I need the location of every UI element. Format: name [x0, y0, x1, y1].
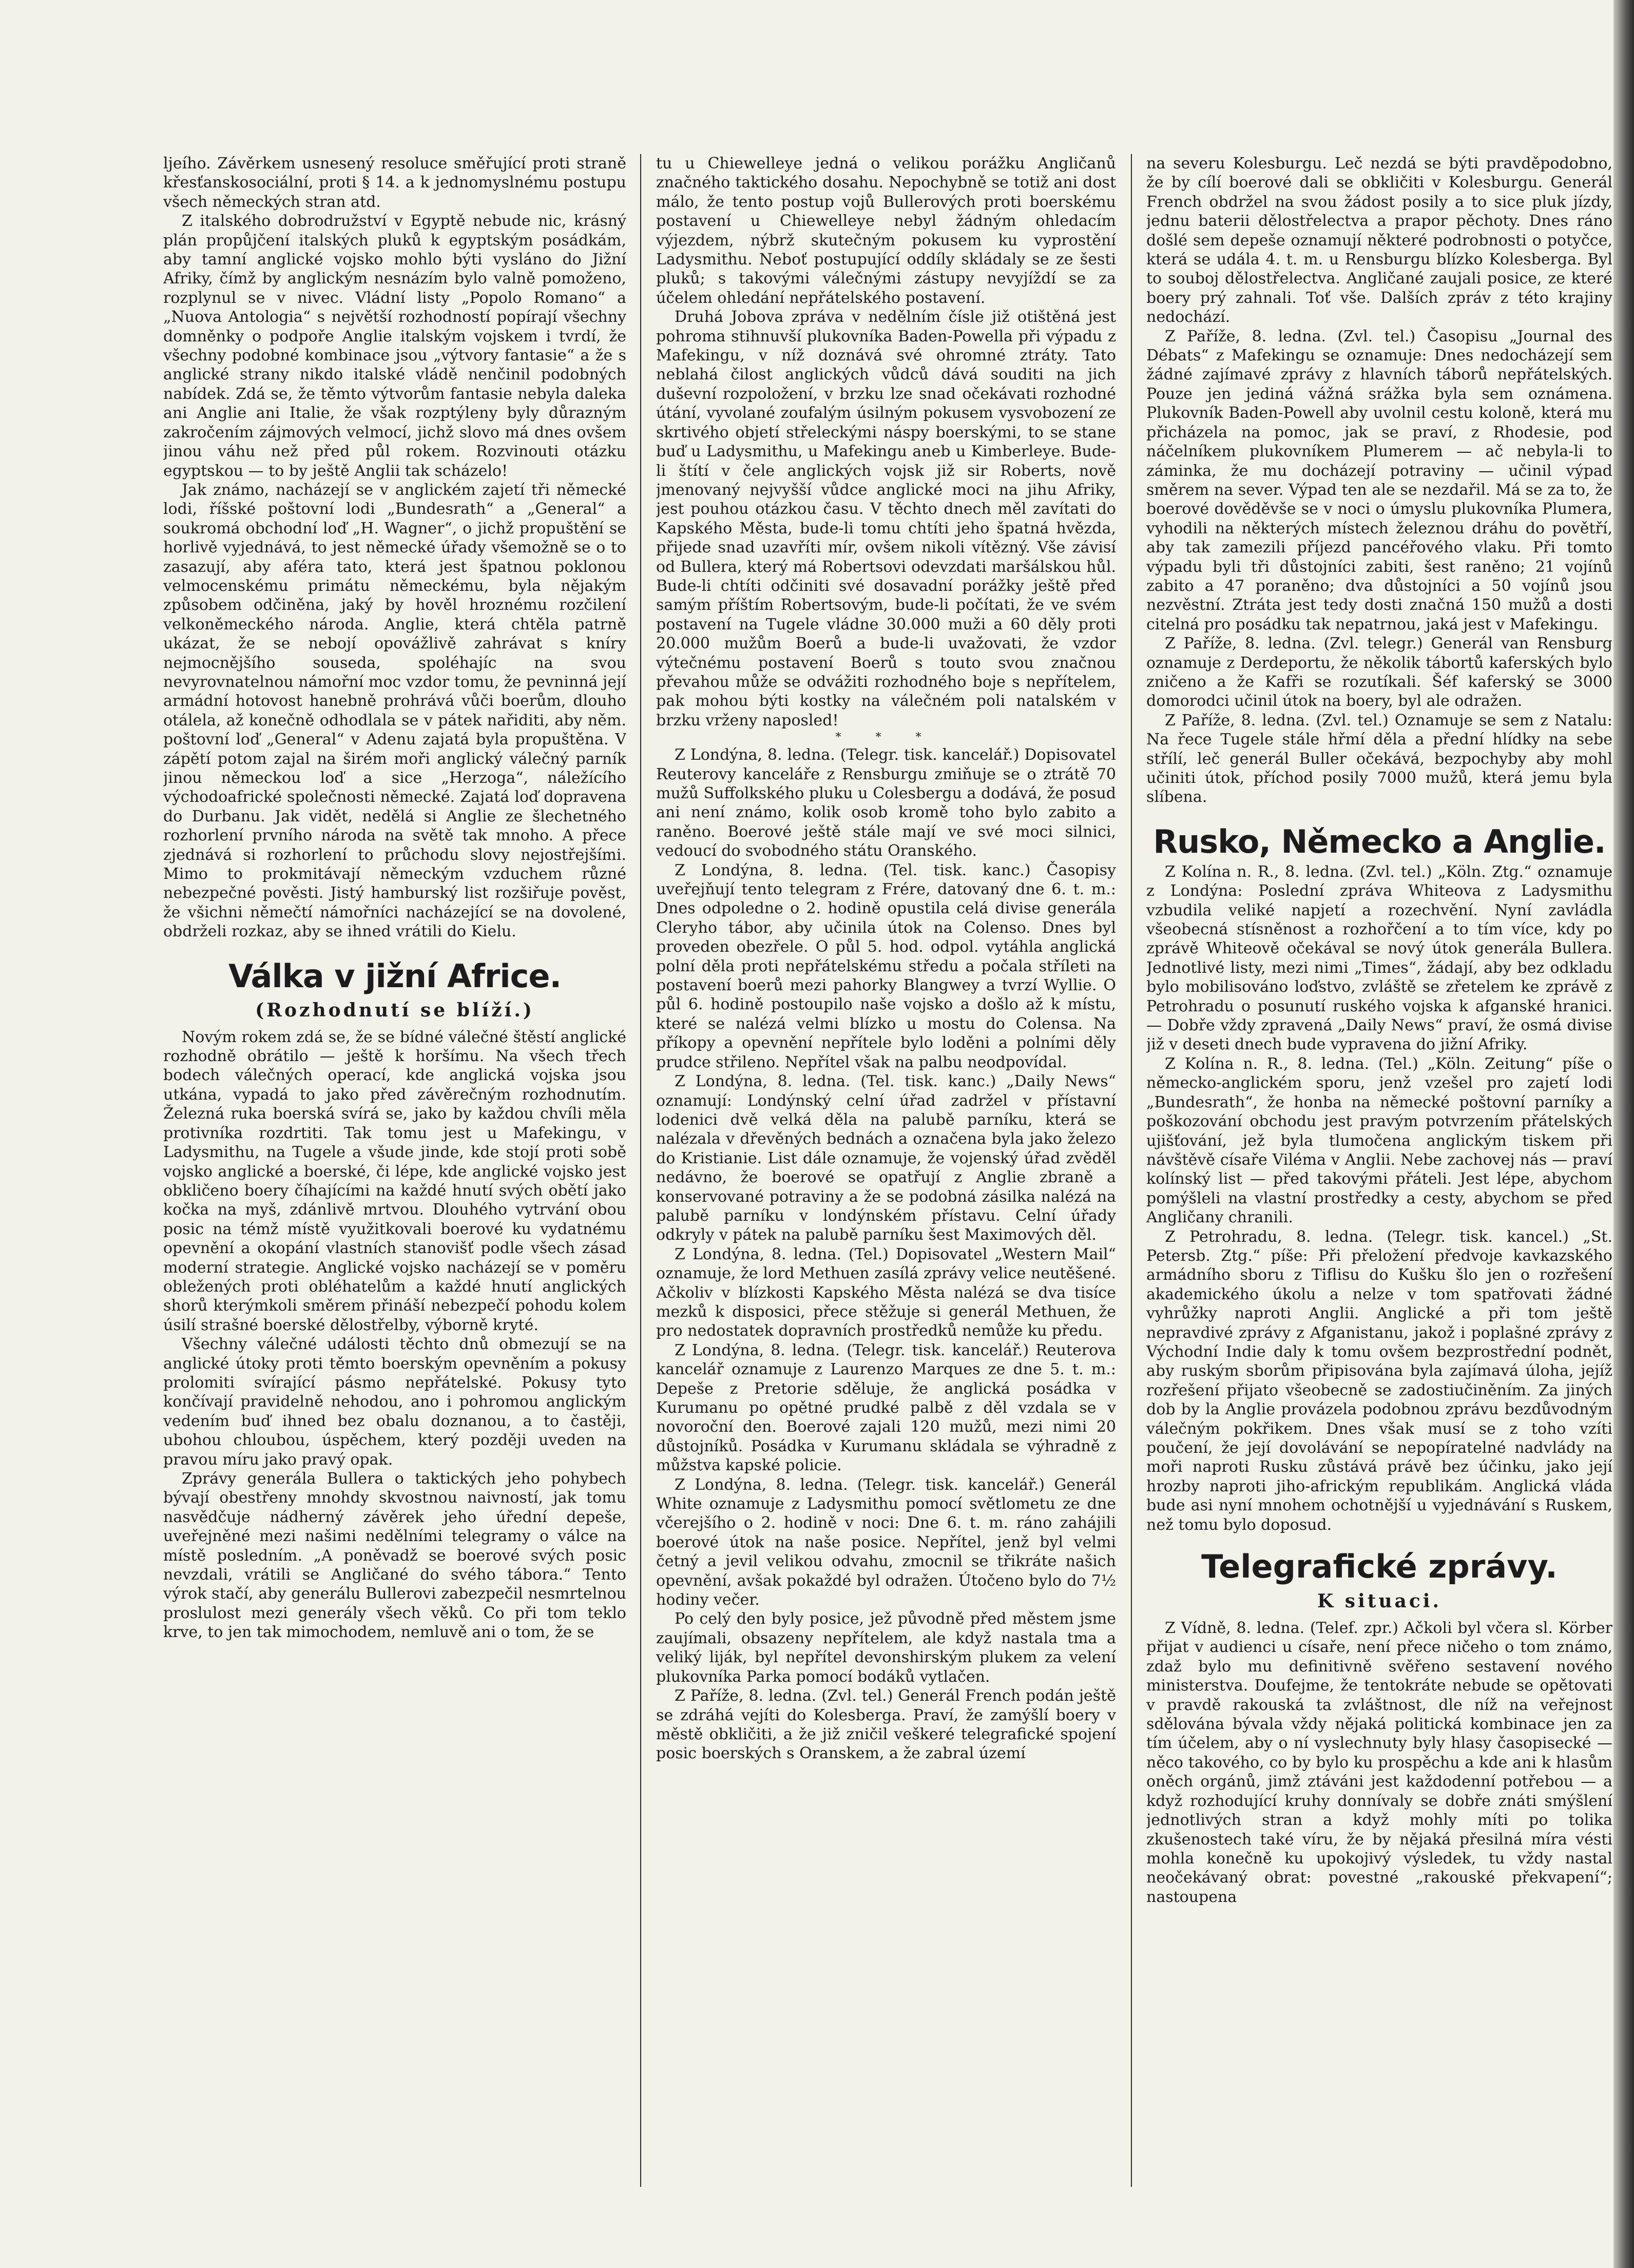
paragraph: Z Londýna, 8. ledna. (Tel. tisk. kanc.) „Daily News“ oznamují: Londýnský celní úřad zadržel v přístavní lodenici dvě velká děla na palubě parníku, která se nalézala v dřevěných bednách a označena byla jako železo do Kristianie. List dále oznamuje, že vojenský úřad zvěděl nedávno, že boerové se opatřují z Anglie zbraně a konservované potraviny a že se podobná zásilka nalézá na palubě parníku v londýnském přístavu. Celní úřady odkryly v pátek na palubě parníku šest Maximových děl.	[656, 1072, 1116, 1244]
column-right	[1146, 154, 1612, 2197]
faint-page-header	[154, 92, 1552, 139]
page-edge-shadow	[1613, 0, 1634, 2268]
column-rule	[1131, 154, 1132, 2187]
column-rule	[640, 154, 641, 2187]
paragraph: Z Londýna, 8. ledna. (Tel. tisk. kanc.) Časopisy uveřejňují tento telegram z Frére, datovaný dne 6. t. m.: Dnes odpoledne o 2. hodině opustila celá divise generála Cleryho tábor, aby učinila útok na Colenso. Dnes byl proveden obezřele. O půl 5. hod. odpol. vytáhla anglická polní děla proti nepřátelskému středu a počala stříleti na postavení boerů mezi pahorky Blangwey a tvrzí Wyllie. O půl 6. hodině postoupilo naše vojsko a došlo až k místu, které se nalézá velmi blízko u mostu do Colensa. Na příkopy a opevnění nepřítele bylo loděni a polními děly prudce střileno. Nepřítel však na palbu neodpovídal.	[656, 861, 1116, 1071]
paragraph: Novým rokem zdá se, že se bídné válečné štěstí anglické rozhodně obrátilo — ještě k horšímu. Na všech třech bodech válečných operací, kde anglická vojska jsou utkána, vypadá to jako před závěrečným rozhodnutím. Železná ruka boerská svírá se, jako by každou chvíli měla protivníka rozdrtiti. Tak tomu jest u Mafekingu, v Ladysmithu, na Tugele a všude jinde, kde stojí proti sobě vojsko anglické a boerské, či lépe, kde anglické vojsko jest obkličeno boery číhajícími na každé hnutí svých obětí jako kočka na myš, zdánlivě mrtvou. Dlouhého vytrvání obou posic na témž místě využitkovali boerové ku vydatnému opevnění a okopání vlastních stanovišť podle všech zásad moderní strategie. Anglické vojsko nacházejí se v poměru obležených proti obléhatelům a každé hnutí anglických shorů kterýmkoli směrem přináší nebezpečí pohodu kolem úsilí strašné boerské dělostřelby, výborně kryté.	[163, 1028, 626, 1334]
paragraph: Z Paříže, 8. ledna. (Zvl. tel.) Časopisu „Journal des Débats“ z Mafekingu se oznamuje: Dnes nedocházejí sem žádné zajímavé zprávy z hlavních táborů nepřátelských. Pouze jen jediná vážná srážka byla sem oznámena. Plukovník Baden-Powell aby uvolnil cestu koloně, která mu přicházela na pomoc, jak se praví, z Rhodesie, pod náčelníkem plukovníkem Plumerem — ač nebyla-li to záminka, že mu docházejí potraviny — učinil výpad směrem na sever. Výpad ten ale se nezdařil. Má se za to, že boerové dověděvše se v noci o úmyslu plukovníka Plumera, vyhodili na některých místech železnou dráhu do povětří, aby tak zamezili příjezd pancéřového vlaku. Při tomto výpadu byli tři důstojníci zabiti, šest raněno; 21 vojínů zabito a 47 poraněno; dva důstojníci a 50 vojínů jsou nezvěstní. Ztráta jest tedy dosti značná 150 mužů a dosti citelná pro posádku tak nepatrnou, jaká jest v Mafekingu.	[1146, 327, 1612, 633]
paragraph: Z Vídně, 8. ledna. (Telef. zpr.) Ačkoli byl včera sl. Körber přijat v audienci u císaře, není přece ničeho o tom známo, zdaž bylo mu definitivně svěřeno sestavení nového ministerstva. Doufejme, že tentokráte nebude se opětovati v pravdě rakouská ta zvláštnost, dle níž na veřejnost sdělována bývala vždy nějaká politická kombinace jen za tím účelem, aby o ní vyslechnuty byly hlasy časopisecké — něco takového, co by bylo ku prospěchu a kde ani k hlasům oněch orgánů, jimž ztáváni jest každodenní potřebou — a když rozhodující kruhy donnívaly se dobře znáti smýšlení jednotlivých stran a když mohly míti po tolika zkušenostech také víru, že by nějaká přesilná míra vésti mohla konečně ku upokojivý výsledek, tu vždy nastal neočekávaný obrat: povestné „rakouské překvapení“; nastoupena	[1146, 1619, 1612, 1906]
paragraph: Z Kolína n. R., 8. ledna. (Zvl. tel.) „Köln. Ztg.“ oznamuje z Londýna: Poslední zpráva Whiteova z Ladysmithu vzbudila veliké napjetí a rozechvění. Nyní zavládla všeobecná stísněnost a rozhořčení a to tím více, kdy po zprávě Whiteově očekával se nový útok generála Bullera. Jednotlivé listy, mezi nimi „Times“, žádají, aby bez odkladu bylo mobilisováno loďstvo, zvláště se zřetelem ke zprávě z Petrohradu o posunutí ruského vojska k afganské hranici. — Dobře vždy zpravená „Daily News“ praví, že osmá divise již v deseti dnech bude vypravena do jižní Afriky.	[1146, 862, 1612, 1054]
paragraph: Z Paříže, 8. ledna. (Zvl. tel.) Oznamuje se sem z Natalu: Na řece Tugele stále hřmí děla a přední hlídky na sebe střílí, leč generál Buller očekává, bezpochyby aby mohl učiniti útok, příchod posily 7000 mužů, která jemu byla slíbena.	[1146, 711, 1612, 806]
paragraph: Z Londýna, 8. ledna. (Telegr. tisk. kancelář.) Reuterova kancelář oznamuje z Laurenzo Marques ze dne 5. t. m.: Depeše z Pretorie sděluje, že anglická posádka v Kurumanu po opětné prudké palbě z děl vzdala se v novoroční den. Boerové zajali 120 mužů, mezi nimi 20 důstojníků. Posádka v Kurumanu skládala se výhradně z můžstva kapské policie.	[656, 1341, 1116, 1475]
paragraph: Z Londýna, 8. ledna. (Tel.) Dopisovatel „Western Mail“ oznamuje, že lord Methuen zasílá zprávy velice neutěšené. Ačkoliv v blízkosti Kapského Města nalézá se dva tisíce mezků k disposici, přece stěžuje si generál Methuen, že pro nedostatek dopravních prostředků nemůže ku předu.	[656, 1245, 1116, 1340]
section-subtitle: (Rozhodnutí se blíží.)	[255, 999, 534, 1021]
paragraph: Z Paříže, 8. ledna. (Zvl. telegr.) Generál van Rensburg oznamuje z Derdeportu, že několik tábortů kaferských bylo zničeno a že Kafři se rozutíkali. Šéf kaferský se 3000 domorodci učinil útok na boery, byl ale odražen.	[1146, 635, 1612, 710]
paragraph: Z italského dobrodružství v Egyptě nebude nic, krásný plán propůjčení italských pluků k egyptským posádkám, aby tamní anglické vojsko mohlo býti vysláno do Jižní Afriky, čímž by anglickým nesnázím bylo valně pomoženo, rozplynul se v nivec. Vládní listy „Popolo Romano“ a „Nuova Antologia“ s největší rozhodností popírají všechny domněnky o podpoře Anglie italským vojskem i tvrdí, že všechny podobné kombinace jsou „výtvory fantasie“ a že s anglické strany nikdo italské vládě nenčinil podobných nabídek. Zdá se, že těmto výtvorům fantasie nebyla daleka ani Anglie ani Italie, že však rozptýleny byly důrazným zakročením zájmových velmocí, jichž slovo má dnes ovšem jinou váhu než před půl rokem. Rozvinouti otázku egyptskou — to by ještě Anglii tak scházelo!	[163, 212, 626, 480]
paragraph: Druhá Jobova zpráva v nedělním čísle již otištěná jest pohroma stihnuvší plukovníka Baden-Powella při výpadu z Mafekingu, v níž doznává své ohromné ztráty. Tato neblahá čilost anglických vůdců dává souditi na jich duševní rozpoložení, v brzku lze snad očekávati rozhodné útání, vyvolané zoufalým úsilným pokusem vysvobození ze skrtivého objetí střeleckými náspy boerskými, to se stane buď u Ladysmithu, u Mafekingu aneb u Kimberleye. Bude-li štítí v čele anglických vojsk již sir Roberts, nově jmenovaný nejvyšší vůdce anglické moci na jihu Afriky, jest pouhou otázkou času. V těchto dnech měl zavítati do Kapského Města, bude-li tomu chtíti jeho špatná hvězda, přijede snad uzavříti mír, ovšem nikoli vítězný. Vše závisí od Bullera, který má Robertsovi odevzdati maršálskou hůl. Bude-li chtíti odčiniti své dosavadní porážky ještě před samým příštím Robertsovým, bude-li počítati, že ve svém postavení na Tugele vládne 30.000 muži a 60 děly proti 20.000 mužům Boerů a bude-li uvažovati, že vzdor výtečnému postavení Boerů s touto svou značnou převahou může se odvážiti rozhodného boje s nepřítelem, pak mohou býti kostky na válečném poli natalském v brzku vrženy naposled!	[656, 308, 1116, 729]
paragraph: Z Kolína n. R., 8. ledna. (Tel.) „Köln. Zeitung“ píše o německo-anglickém sporu, jenž vzešel pro zajetí lodi „Bundesrath“, že honba na německé poštovní parníky a poškozování obchodu jest pravým potvrzením přátelských ujišťování, jež byla tlumočena anglickým tiskem při návštěvě císaře Viléma v Anglii. Nebe zachovej nás — praví kolínský list — před takovými přáteli. Jest lépe, abychom pomýšleli na vlastní prostředky a cesty, abychom se před Angličany chranili.	[1146, 1054, 1612, 1227]
separator: * * *	[835, 731, 937, 744]
paragraph: Z Londýna, 8. ledna. (Telegr. tisk. kancelář.) Dopisovatel Reuterovy kanceláře z Rensburgu zmiňuje se o ztrátě 70 mužů Suffolkského pluku u Colesbergu a dodává, že posud ani není známo, kolik osob kromě toho bylo zabito a raněno. Boerové ještě stále mají ve své moci silnici, vedoucí do svobodného státu Oranského.	[656, 746, 1116, 860]
paragraph: ljeího. Závěrkem usnesený resoluce směřující proti straně křesťanskosociální, proti § 14. a k jednomyslnému postupu všech německých stran atd.	[163, 155, 626, 211]
paragraph: Z Paříže, 8. ledna. (Zvl. tel.) Generál French podán ještě se zdráhá vejíti do Kolesberga. Praví, že zamýšlí boery v městě obkličiti, a že již zničil veškeré telegrafické spojení posic boerských s Oranskem, a že zabral území	[656, 1687, 1116, 1763]
column-middle	[656, 154, 1116, 2197]
section-title: Válka v jižní Africe.	[228, 957, 562, 995]
paragraph: Po celý den byly posice, jež původně před městem jsme zaujímali, obsazeny nepřítelem, ale když nastala tma a veliký liják, byl nepřítel devonshirským plukem za velení plukovníka Parka pomocí bodáků vytlačen.	[656, 1610, 1116, 1686]
paragraph: Jak známo, nacházejí se v anglickém zajetí tři německé lodi, říšské poštovní lodi „Bundesrath“ a „General“ a soukromá obchodní loď „H. Wagner“, o jichž propuštění se horlivě vyjednává, to jest německé úřady všemožně se o to zasazují, aby aféra tato, která jest špatnou poklonou velmocenskému primátu německému, byla nějakým způsobem odčiněna, jaký by hověl hroznému rozčilení velkoněmeckého národa. Anglie, která chtěla patrně ukázat, že se nebojí opovážlivě zahrávat s kníry nejmocnějšího souseda, spoléhajíc na svou nevyrovnatelnou námořní moc vzdor tomu, že pevninná její armádní hotovost hanebně prohrává vůči boerům, dlouho otálela, až konečně odhodlala se v pátek nařiditi, aby něm. poštovní loď „General“ v Adenu zajatá byla propuštěna. V zápětí potom zajal na širém moři anglický válečný parník jinou německou loď a sice „Herzoga“, náležícího východoafrické společnosti německé. Zajatá loď dopravena do Durbanu. Jak vidět, nedělá si Anglie ze šlechetného rozhorlení prvního národa na světě tak mnoho. A přece zjednává si rozhorlení to průchodu slovy nejostřejšími. Mimo to prokmitávají německým vzduchem různé nebezpečné pověsti. Jistý hamburský list rozšiřuje pověst, že všichni němečtí námořníci nacházející se na dovolené, obdrželi rozkaz, aby se ihned vrátili do Kielu.	[163, 480, 626, 941]
section-title: Rusko, Německo a Anglie.	[1153, 822, 1606, 860]
paragraph: Z Petrohradu, 8. ledna. (Telegr. tisk. kancel.) „St. Petersb. Ztg.“ píše: Při přeložení předvoje kavkazského armádního sboru z Tiflisu do Kušku šlo jen o rozřešení akademického úkolu a nelze v tom spatřovati žádné vyhrůžky naproti Anglii. Anglické a při tom ještě nepravdivé zprávy z Afganistanu, jakož i poplašné zprávy z Východní Indie daly k tomu ovšem bezprostřední podnět, aby ruským sborům připisována byla zajímavá úloha, jejíž rozřešení přijato všeobecně se zadostiučiněním. Za jiných dob by la Anglie provázela podobnou zprávu bezdůvodným válečným pokřikem. Dnes však musí se z toho vzíti poučení, že její dovolávání se nepopíratelné nadvlády na moři naproti Rusku zůstává právě bez účinku, jako její hrozby naproti jiho-africkým republikám. Anglická vláda bude asi nyní mnohem ochotnější u vyjednávání s Ruskem, než tomu bylo doposud.	[1146, 1227, 1612, 1534]
paragraph: tu u Chiewelleye jedná o velikou porážku Angličanů značného taktického dosahu. Nepochybně se totiž ani dost málo, že tento postup vojů Bullerových proti boerskému postavení u Chiewelleye nebyl žádným ohledacím výjezdem, nýbrž skutečným pokusem ku vyprostění Ladysmithu. Neboť postupující oddíly skládaly se ze šesti pluků; s takovými válečnými zástupy nevyjíždí se za účelem ohledání nepřátelského postavení.	[656, 155, 1116, 307]
column-left	[163, 154, 626, 2197]
section-subtitle: K situaci.	[1317, 1590, 1442, 1612]
paragraph: Z Londýna, 8. ledna. (Telegr. tisk. kancelář.) Generál White oznamuje z Ladysmithu pomocí světlometu ze dne včerejšího o 2. hodině v noci: Dne 6. t. m. ráno zahájili boerové útok na naše posice. Nepřítel, jenž byl velmi četný a jevil velikou odvahu, zmocnil se třikráte našich opevnění, avšak pokaždé byl odražen. Útočeno bylo do 7½ hodiny večer.	[656, 1475, 1116, 1609]
paragraph: Všechny válečné události těchto dnů obmezují se na anglické útoky proti těmto boerským opevněním a pokusy prolomiti svírající pásmo nepřátelské. Pokusy tyto končívají pravidelně nehodou, ano i pohromou anglickým vedením buď ihned bez obalu doznanou, a to častěji, ubohou chloubou, úspěchem, který později uveden na pravou míru jako pravý opak.	[163, 1335, 626, 1469]
paragraph: na severu Kolesburgu. Leč nezdá se býti pravděpodobno, že by cílí boerové dali se obkličiti v Kolesburgu. Generál French obdržel na svou žádost posily a to sice pluk jízdy, jednu baterii dělostřelectva a prapor pěchoty. Dnes ráno došlé sem depeše oznamují některé podrobnosti o potyčce, která se udála 4. t. m. u Rensburgu blízko Kolesberga. Byl to souboj dělostřelectva. Angličané zaujali posice, ze které boery prý zahnali. Toť vše. Dalších zpráv z této krajiny nedochází.	[1146, 155, 1612, 326]
section-title: Telegrafické zprávy.	[1201, 1548, 1558, 1586]
paragraph: Zprávy generála Bullera o taktických jeho pohybech bývají obestřeny mnohdy skvostnou naivností, jak tomu nasvědčuje nádherný závěrek jeho úřední depeše, uveřejněné mezi našimi nedělními telegramy o válce na místě posledním. „A poněvadž se boerové svých posic nevzdali, vrátili se Angličané do svého tábora.“ Tento výrok stačí, aby generálu Bullerovi zabezpečil nesmrtelnou proslulost mezi generály všech věků. Co při tom teklo krve, to jen tak mimochodem, nemluvě ani o tom, že se	[163, 1470, 626, 1642]
